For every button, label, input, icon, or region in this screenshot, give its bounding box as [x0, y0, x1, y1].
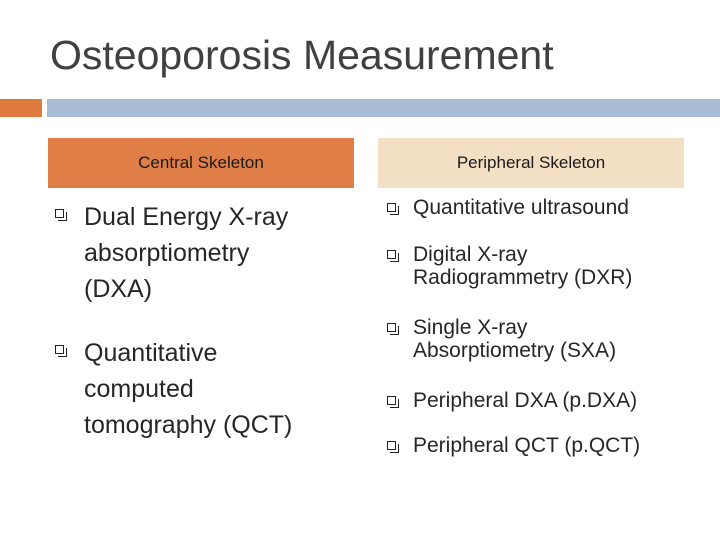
list-item-text: Peripheral QCT (p.QCT) [413, 434, 641, 457]
list-item [55, 335, 355, 443]
list-item [387, 316, 707, 362]
list-item [55, 199, 355, 307]
list-item [387, 243, 707, 289]
list-item-text: Quantitative ultrasound [413, 196, 629, 219]
list-item [387, 196, 707, 219]
slide-title: Osteoporosis Measurement [50, 32, 554, 78]
bullet-icon [387, 441, 396, 450]
list-item [387, 434, 707, 457]
bullet-icon [387, 396, 396, 405]
bullet-icon [387, 203, 396, 212]
list-item-text: Quantitative computed tomography (QCT) [84, 339, 293, 439]
list-item [387, 389, 707, 412]
bullet-icon [387, 323, 396, 332]
central-skeleton-header: Central Skeleton [48, 138, 354, 188]
list-item-text: Single X-ray Absorptiometry (SXA) [413, 316, 617, 362]
bullet-icon [55, 345, 64, 354]
peripheral-skeleton-header: Peripheral Skeleton [378, 138, 684, 188]
list-item-text: Digital X-ray Radiogrammetry (DXR) [413, 243, 633, 289]
title-rule-bar [47, 99, 720, 117]
bullet-icon [387, 250, 396, 259]
title-rule-accent [0, 99, 42, 117]
list-item-text: Dual Energy X-ray absorptiometry (DXA) [84, 203, 289, 303]
list-item-text: Peripheral DXA (p.DXA) [413, 389, 638, 412]
bullet-icon [55, 209, 64, 218]
